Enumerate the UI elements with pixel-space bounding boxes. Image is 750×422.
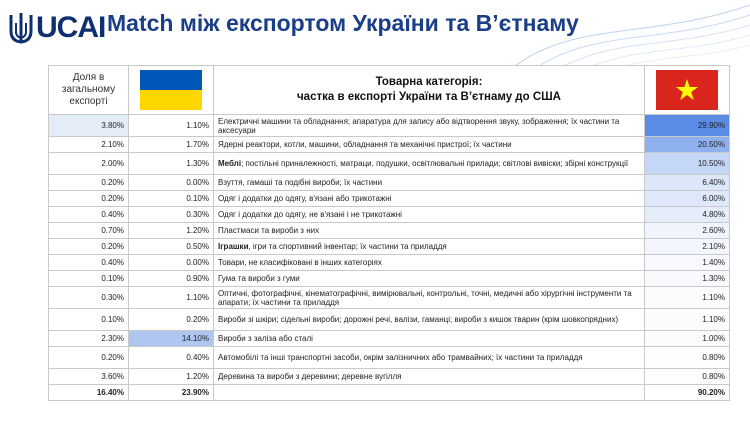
vietnam-share-cell: 1.10% — [645, 309, 730, 331]
category-cell — [214, 191, 645, 207]
share-cell: 0.10% — [49, 271, 129, 287]
category-text: Ядерні реактори, котли, машини, обладнання та механічні пристрої; їх частини — [218, 140, 512, 149]
ukraine-share-cell: 1.10% — [129, 287, 214, 309]
category-text: Гума та вироби з гуми — [218, 274, 300, 283]
table-row — [49, 175, 730, 191]
ukraine-flag-cell — [129, 66, 214, 115]
vietnam-share-cell: 6.40% — [645, 175, 730, 191]
table-row — [49, 115, 730, 137]
totals-row — [49, 385, 730, 401]
trident-icon — [8, 11, 34, 45]
vietnam-share-cell: 1.30% — [645, 271, 730, 287]
category-cell — [214, 223, 645, 239]
vietnam-share-cell: 20.50% — [645, 137, 730, 153]
vietnam-share-cell: 4.80% — [645, 207, 730, 223]
share-cell: 0.40% — [49, 207, 129, 223]
category-header-line1: Товарна категорія: — [375, 76, 483, 88]
share-column-header: Доля в загальному експорті — [49, 66, 129, 115]
category-text: Одяг і додатки до одягу, не в'язані і не трикотажні — [218, 210, 402, 219]
share-cell: 0.70% — [49, 223, 129, 239]
category-text: , ігри та спортивний інвентар; їх частини та приладдя — [248, 242, 447, 251]
vietnam-share-cell: 6.00% — [645, 191, 730, 207]
vietnam-share-cell: 29.90% — [645, 115, 730, 137]
share-cell: 2.30% — [49, 331, 129, 347]
ukraine-share-cell: 0.40% — [129, 347, 214, 369]
table-row — [49, 191, 730, 207]
share-cell: 0.40% — [49, 255, 129, 271]
category-cell — [214, 309, 645, 331]
ukraine-share-cell: 0.00% — [129, 255, 214, 271]
category-text: Вироби з заліза або сталі — [218, 334, 313, 343]
vietnam-share-cell: 0.80% — [645, 347, 730, 369]
category-text: Оптичні, фотографічні, кінематографічні, вимірювальні, контрольні, точні, медичні або хірургічні інструменти та апарати; їх частини та приладдя — [218, 288, 632, 307]
table-row — [49, 309, 730, 331]
category-cell — [214, 175, 645, 191]
share-cell: 2.00% — [49, 153, 129, 175]
vietnam-share-cell: 1.10% — [645, 287, 730, 309]
ukraine-share-cell: 1.20% — [129, 223, 214, 239]
table-row — [49, 239, 730, 255]
share-cell: 0.30% — [49, 287, 129, 309]
category-text: Пластмаси та вироби з них — [218, 226, 320, 235]
table-row — [49, 207, 730, 223]
table-row — [49, 137, 730, 153]
vietnam-share-cell: 2.60% — [645, 223, 730, 239]
category-cell — [214, 137, 645, 153]
table-row — [49, 255, 730, 271]
share-cell: 3.80% — [49, 115, 129, 137]
category-bold-part: Іграшки — [218, 242, 249, 251]
page-title: Match між експортом України та В’єтнаму — [107, 10, 579, 36]
category-cell — [214, 287, 645, 309]
share-cell: 0.20% — [49, 175, 129, 191]
category-cell — [214, 207, 645, 223]
table-row — [49, 331, 730, 347]
vietnam-share-cell: 1.00% — [645, 331, 730, 347]
share-cell: 2.10% — [49, 137, 129, 153]
ukraine-share-cell: 1.10% — [129, 115, 214, 137]
total-vietnam: 90.20% — [645, 385, 730, 401]
ukraine-share-cell: 1.20% — [129, 369, 214, 385]
category-cell — [214, 347, 645, 369]
category-cell — [214, 255, 645, 271]
table-row — [49, 369, 730, 385]
category-column-header — [214, 66, 645, 115]
ukraine-share-cell: 1.30% — [129, 153, 214, 175]
table-row — [49, 287, 730, 309]
ukraine-share-cell: 0.10% — [129, 191, 214, 207]
total-category-empty — [214, 385, 645, 401]
ucai-logo — [8, 10, 105, 46]
ukraine-share-cell: 14.10% — [129, 331, 214, 347]
category-cell — [214, 331, 645, 347]
ukraine-share-cell: 0.20% — [129, 309, 214, 331]
vietnam-share-cell: 2.10% — [645, 239, 730, 255]
table-row — [49, 223, 730, 239]
ukraine-share-cell: 1.70% — [129, 137, 214, 153]
table-row — [49, 347, 730, 369]
share-cell: 0.20% — [49, 347, 129, 369]
category-text: Взуття, гамаші та подібні вироби; їх частини — [218, 178, 383, 187]
share-cell: 0.20% — [49, 191, 129, 207]
vietnam-flag-icon — [656, 70, 718, 110]
category-header-line2: частка в експорті України та В’єтнаму до США — [297, 91, 561, 103]
total-share: 16.40% — [49, 385, 129, 401]
vietnam-share-cell: 10.50% — [645, 153, 730, 175]
vietnam-share-cell: 0.80% — [645, 369, 730, 385]
share-cell: 0.20% — [49, 239, 129, 255]
category-text: ; постільні приналежності, матраци, подушки, освітлювальні прилади; світлові вивіски; збірні конструкції — [241, 159, 629, 168]
table-row — [49, 153, 730, 175]
category-text: Автомобілі та інші транспортні засоби, окрім залізничних або трамвайних; їх частини та приладдя — [218, 353, 583, 362]
category-text: Вироби зі шкіри; сідельні вироби; дорожні речі, валізи, гаманці; вироби з кишок тварин (крім шовкопрядних) — [218, 315, 619, 324]
ukraine-share-cell: 0.90% — [129, 271, 214, 287]
category-cell — [214, 153, 645, 175]
table-header-row — [49, 66, 730, 115]
share-cell: 3.60% — [49, 369, 129, 385]
category-bold-part: Меблі — [218, 159, 242, 168]
category-text: Деревина та вироби з деревини; деревне вугілля — [218, 372, 402, 381]
ukraine-share-cell: 0.50% — [129, 239, 214, 255]
vietnam-flag-cell — [645, 66, 730, 115]
logo-text: UCAI — [36, 11, 106, 44]
export-match-table — [48, 65, 730, 401]
vietnam-share-cell: 1.40% — [645, 255, 730, 271]
category-cell — [214, 115, 645, 137]
share-cell: 0.10% — [49, 309, 129, 331]
category-text: Електричні машини та обладнання; апаратура для запису або відтворення звуку, зображення; їх частини та аксесуари — [218, 116, 620, 135]
category-cell — [214, 369, 645, 385]
ukraine-share-cell: 0.30% — [129, 207, 214, 223]
category-cell — [214, 239, 645, 255]
total-ukraine: 23.90% — [129, 385, 214, 401]
ukraine-flag-icon — [140, 70, 202, 110]
category-text: Товари, не класифіковані в інших категоріях — [218, 258, 382, 267]
table-row — [49, 271, 730, 287]
category-cell — [214, 271, 645, 287]
category-text: Одяг і додатки до одягу, в'язані або трикотажні — [218, 194, 392, 203]
ukraine-share-cell: 0.00% — [129, 175, 214, 191]
